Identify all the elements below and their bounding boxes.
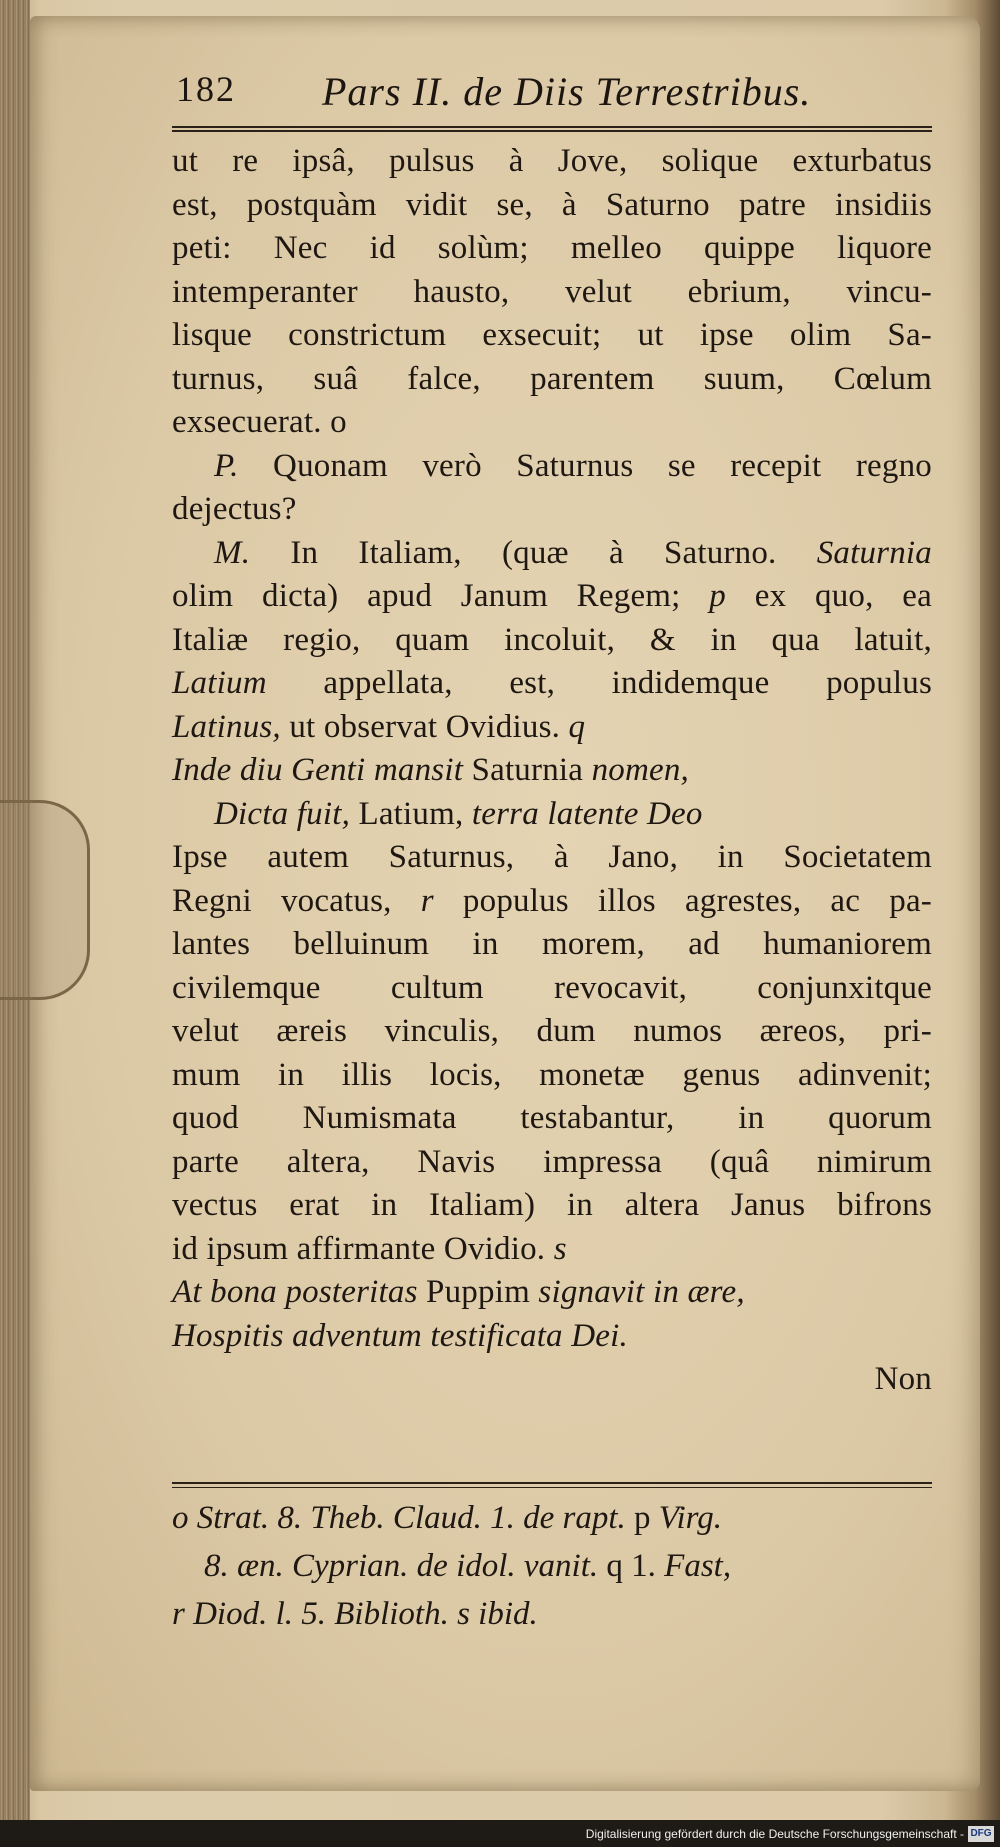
text-line: vectus erat in Italiam) in altera Janus bifrons	[172, 1187, 932, 1223]
verse-line	[172, 1271, 932, 1315]
clasp	[0, 800, 90, 1000]
text-line	[172, 532, 932, 576]
note-marker: p	[709, 578, 726, 614]
italic-span: Latium	[172, 665, 267, 701]
text-span: Regni vocatus,	[172, 882, 421, 919]
text-line: lisque constrictum exsecuit; ut ipse olim Sa-	[172, 317, 932, 353]
verse-line	[172, 749, 932, 793]
footnote-line	[172, 1542, 932, 1590]
italic-span: Latinus,	[172, 708, 281, 745]
page-header	[172, 60, 932, 124]
italic-span: Saturnia	[816, 534, 932, 571]
text-line: quod Numismata testabantur, in quorum	[172, 1100, 932, 1136]
text-line: intemperanter hausto, velut ebrium, vincu-	[172, 273, 932, 310]
text-line	[172, 706, 932, 750]
verse-line	[172, 793, 932, 837]
italic-span: At bona posteritas	[172, 1274, 418, 1310]
text-line: est, postquàm vidit se, à Saturno patre insidiis	[172, 186, 932, 223]
text-span: Puppim	[417, 1274, 539, 1310]
text-line: dejectus?	[172, 491, 297, 527]
italic-span: signavit in ære,	[538, 1274, 745, 1310]
text-line: exsecuerat. o	[172, 404, 347, 440]
text-span: Quonam verò Saturnus se recepit regno	[238, 447, 932, 484]
footnote-span: Fast,	[664, 1548, 732, 1584]
text-span: id ipsum affirmante Ovidio.	[172, 1230, 554, 1267]
text-line	[172, 575, 932, 619]
text-span: appellata, est, indidemque populus	[266, 665, 932, 701]
text-line: mum in illis locis, monetæ genus adinvenit;	[172, 1056, 932, 1093]
catchword: Non	[874, 1361, 932, 1397]
page-number: 182	[176, 69, 236, 109]
dfg-logo-badge: DFG	[968, 1826, 994, 1842]
text-span: Latium,	[350, 795, 472, 832]
text-line: Italiæ regio, quam incoluit, & in qua latuit,	[172, 621, 932, 658]
text-span: In Italiam, (quæ à Saturno.	[250, 534, 817, 571]
verse-line: Hospitis adventum testificata Dei.	[172, 1317, 628, 1354]
note-marker: r	[420, 882, 434, 919]
text-span: populus illos agrestes, ac pa-	[433, 882, 932, 919]
footnote-rule	[172, 1482, 932, 1488]
body-text	[172, 140, 932, 1402]
italic-span: nomen,	[591, 752, 690, 788]
footnote-span: 8. æn. Cyprian. de idol. vanit.	[204, 1548, 599, 1584]
speaker-p: P.	[214, 447, 239, 484]
text-line: velut æreis vinculis, dum numos æreos, pri-	[172, 1013, 932, 1049]
footnote-line: r Diod. l. 5. Biblioth. s ibid.	[172, 1596, 538, 1632]
text-line: lantes belluinum in morem, ad humaniorem	[172, 926, 932, 962]
running-title: Pars II. de Diis Terrestribus.	[322, 69, 812, 114]
text-line	[172, 445, 932, 489]
text-span: olim dicta) apud Janum Regem;	[172, 578, 710, 614]
footnote-line	[172, 1494, 932, 1542]
footnotes	[172, 1494, 932, 1638]
text-line: peti: Nec id solùm; melleo quippe liquore	[172, 230, 932, 266]
footnote-span: p	[625, 1500, 659, 1536]
text-line: ut re ipsâ, pulsus à Jove, solique exturbatus	[172, 143, 932, 179]
header-rule	[172, 126, 932, 132]
note-marker: s	[553, 1230, 567, 1267]
text-line: turnus, suâ falce, parentem suum, Cœlum	[172, 360, 932, 397]
footnote-span: Virg.	[658, 1500, 723, 1536]
digitization-credit: Digitalisierung gefördert durch die Deutsche Forschungsgemeinschaft -	[585, 1827, 964, 1841]
text-line	[172, 880, 932, 924]
note-marker: q	[568, 708, 586, 745]
text-line	[172, 1228, 932, 1272]
text-span: ex quo, ea	[725, 578, 932, 614]
text-line: parte altera, Navis impressa (quâ nimirum	[172, 1143, 932, 1180]
italic-span: Inde diu Genti mansit	[172, 752, 464, 788]
speaker-m: M.	[214, 534, 251, 571]
text-line	[172, 662, 932, 706]
text-span: Saturnia	[463, 752, 592, 788]
text-line: Ipse autem Saturnus, à Jano, in Societatem	[172, 839, 932, 875]
footnote-span: q 1.	[598, 1548, 665, 1584]
italic-span: Dicta fuit,	[214, 795, 351, 832]
italic-span: terra latente Deo	[471, 795, 703, 832]
text-span: ut observat Ovidius.	[280, 708, 569, 745]
footnote-span: o Strat. 8. Theb. Claud. 1. de rapt.	[172, 1500, 626, 1536]
text-line: civilemque cultum revocavit, conjunxitque	[172, 969, 932, 1006]
